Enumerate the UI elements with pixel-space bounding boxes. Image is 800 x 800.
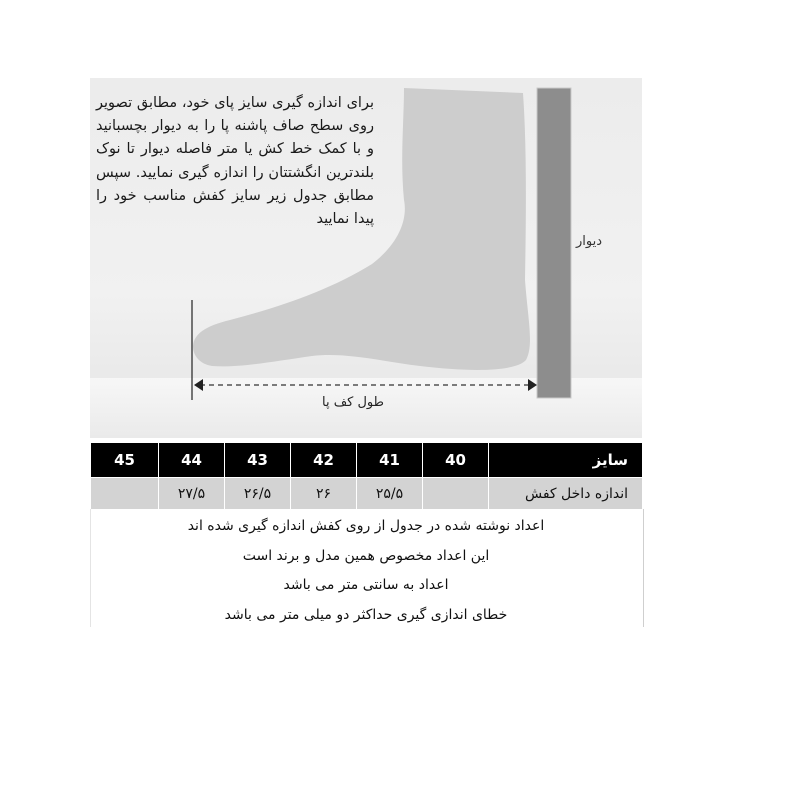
measurement-instructions: برای اندازه گیری سایز پای خود، مطابق تصویر روی سطح صاف پاشنه پا را به دیوار بچسبانید و با کمک خط کش یا متر فاصله دیوار تا نوک بلندترین انگشتتان را اندازه گیری نمایید. سپس مطابق جدول زیر سایز کفش مناسب خود را پیدا نمایید <box>96 95 374 228</box>
cm-cell-45 <box>91 478 159 510</box>
size-cell-40: 40 <box>423 443 489 478</box>
wall <box>537 88 571 398</box>
inner-length-header: اندازه داخل کفش <box>489 478 643 510</box>
note-line: اعداد به سانتی متر می باشد <box>283 577 449 593</box>
size-cell-45: 45 <box>91 443 159 478</box>
size-header: سایز <box>489 443 643 478</box>
arrow-left-icon <box>194 379 203 391</box>
size-cell-44: 44 <box>159 443 225 478</box>
notes <box>90 512 642 630</box>
note-line: این اعداد مخصوص همین مدل و برند است <box>242 547 490 564</box>
size-cell-41: 41 <box>357 443 423 478</box>
wall-label: دیوار <box>576 234 603 249</box>
size-row <box>91 443 643 478</box>
foot-length-label: طول کف پا <box>322 395 384 410</box>
size-cell-43: 43 <box>225 443 291 478</box>
size-cell-42: 42 <box>291 443 357 478</box>
note-line: اعداد نوشته شده در جدول از روی کفش اندازه گیری شده اند <box>187 518 545 534</box>
cm-cell-43: ۲۶/۵ <box>225 478 291 510</box>
cm-cell-42: ۲۶ <box>291 478 357 510</box>
arrow-right-icon <box>528 379 537 391</box>
inner-length-row <box>91 478 643 510</box>
size-table <box>90 442 643 510</box>
note-line: خطای اندازی گیری حداکثر دو میلی متر می باشد <box>224 606 508 623</box>
cm-cell-41: ۲۵/۵ <box>357 478 423 510</box>
cm-cell-44: ۲۷/۵ <box>159 478 225 510</box>
cm-cell-40 <box>423 478 489 510</box>
